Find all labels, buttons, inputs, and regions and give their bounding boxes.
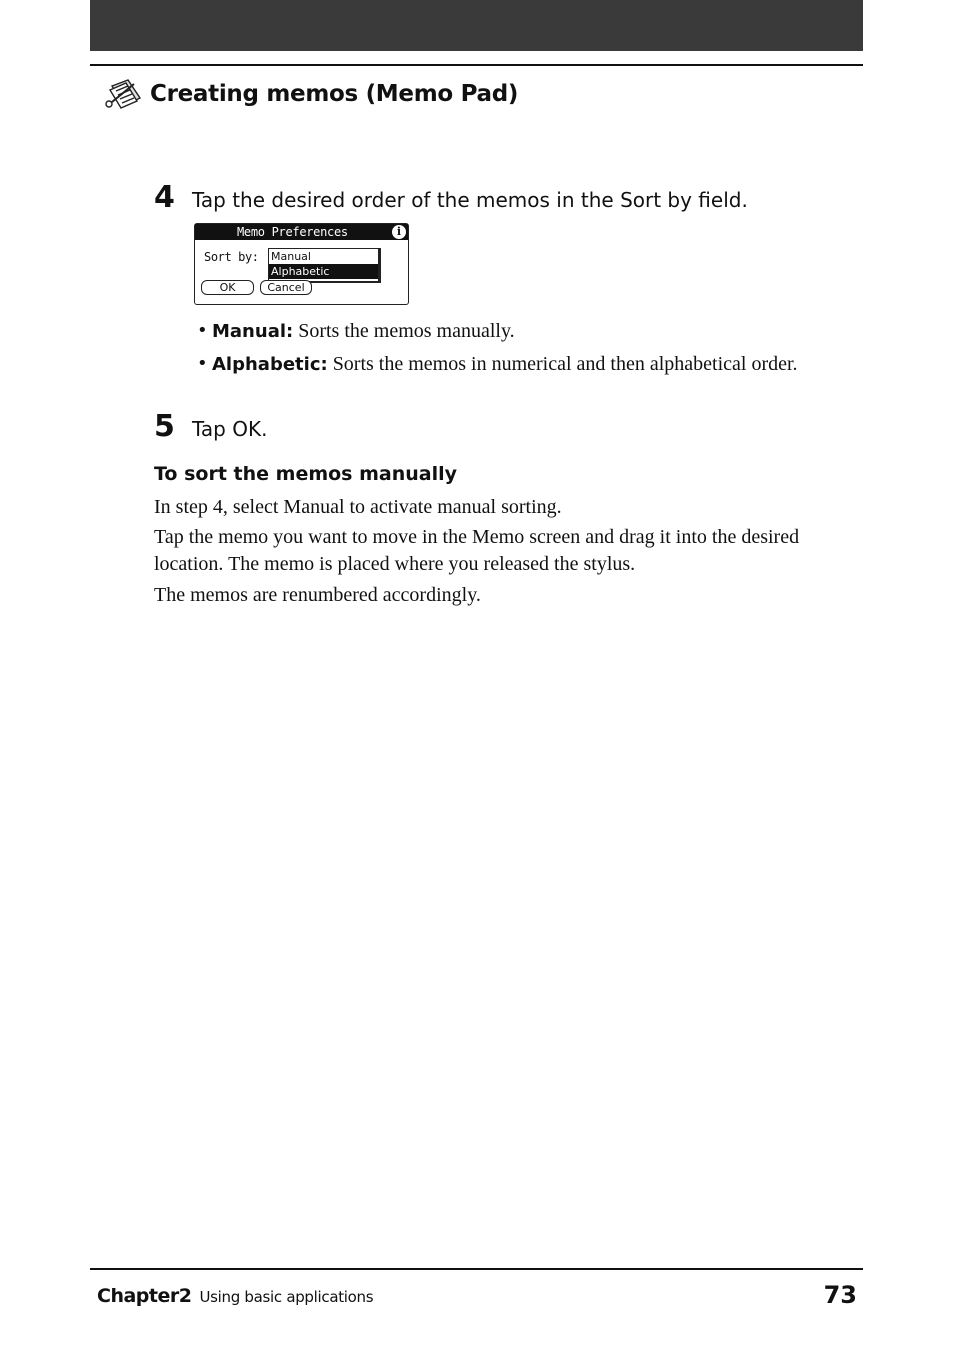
bullet-dot: • [197,353,208,374]
step-number: 5 [154,409,175,444]
step-text: Tap the desired order of the memos in the Sort by field. [192,188,748,212]
footer-rule [90,1268,863,1270]
step-text: Tap OK. [192,417,268,441]
bullet-desc: Sorts the memos manually. [298,320,515,342]
manual-sort-heading: To sort the memos manually [154,463,458,485]
paragraph: The memos are renumbered accordingly. [154,584,481,606]
dialog-titlebar [195,224,408,240]
step-number: 4 [154,180,175,215]
header-rule [90,64,863,66]
bullet-term: Alphabetic: [212,354,328,375]
memo-pad-icon [104,78,144,110]
step-5 [154,409,267,444]
cancel-button[interactable]: Cancel [260,280,312,295]
bullet-term: Manual: [212,321,294,342]
bullet-desc: Sorts the memos in numerical and then alphabetical order. [332,353,798,375]
paragraph: In step 4, select Manual to activate manual sorting. [154,496,562,518]
list-item [197,317,837,346]
header-bar [90,0,863,51]
info-icon[interactable]: i [392,225,406,239]
ok-button[interactable]: OK [201,280,254,295]
bullet-dot: • [197,320,208,341]
sort-option-alphabetic[interactable]: Alphabetic [269,264,378,279]
section-title: Creating memos (Memo Pad) [150,81,519,107]
paragraph: Tap the memo you want to move in the Memo screen and drag it into the desired location. The memo is placed where you released the stylus. [154,526,800,575]
sort-option-manual[interactable]: Manual [271,250,311,263]
chapter-title: Using basic applications [199,1288,374,1306]
step-4 [154,180,748,215]
memo-preferences-dialog [194,223,409,305]
sort-by-label: Sort by: [204,250,259,264]
list-item [197,350,837,379]
section-heading [104,76,518,112]
dialog-title: Memo Preferences [237,225,348,239]
page-number: 73 [823,1281,857,1309]
chapter-label: Chapter2 [97,1285,192,1307]
sort-by-list[interactable] [268,248,381,283]
footer-chapter [97,1285,373,1307]
sort-options-list [197,317,837,383]
